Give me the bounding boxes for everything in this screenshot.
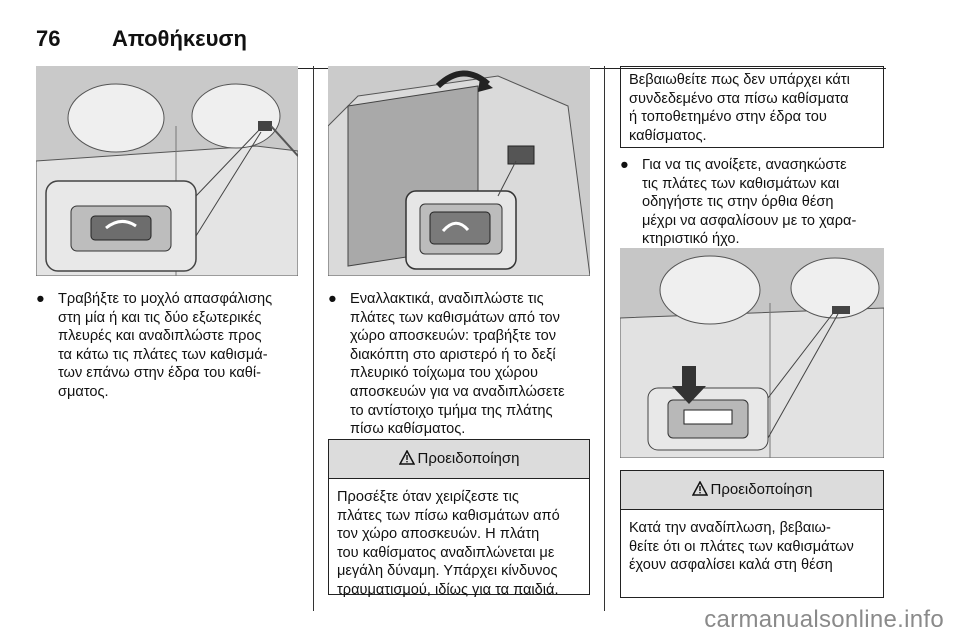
trunk-switch-illustration xyxy=(328,66,590,276)
warning-title: Προειδοποίηση xyxy=(710,481,813,498)
warning-header xyxy=(329,440,589,479)
warning-title: Προειδοποίηση xyxy=(417,450,520,467)
warning-triangle-icon xyxy=(692,481,708,500)
note-box xyxy=(620,66,884,148)
seat-raise-illustration xyxy=(620,248,884,458)
warning-text: Προσέξτε όταν χειρίζεστε τις πλάτες των πίσω καθισμάτων από τον χώρο αποσκευών. Η πλάτη του καθίσματος αναδιπλώνεται με μεγάλη δύναμη. Υπάρχει κίνδυνος τραυματισμού, ιδίως για τα παιδιά. xyxy=(337,489,560,598)
seat-release-lever-illustration xyxy=(36,66,298,276)
page-number: 76 xyxy=(36,26,61,51)
warning-text: Κατά την αναδίπλωση, βεβαιω- θείτε ότι οι πλάτες των καθισμάτων έχουν ασφαλίσει καλά στη θέση xyxy=(629,520,854,574)
warning-box-latch xyxy=(620,470,884,598)
note-text: Βεβαιωθείτε πως δεν υπάρχει κάτι συνδεδεμένο στα πίσω καθίσματα ή τοποθετημένο στην έδρα του καθίσματος. xyxy=(629,72,850,144)
warning-triangle-icon xyxy=(399,450,415,469)
bullet-dot-icon: ● xyxy=(328,291,337,307)
column-divider-1 xyxy=(313,66,314,611)
warning-box-trunk xyxy=(328,439,590,598)
bullet-dot-icon: ● xyxy=(36,291,45,307)
warning-header xyxy=(621,471,883,510)
page-header xyxy=(36,20,886,54)
watermark: carmanualsonline.info xyxy=(704,606,944,633)
column-divider-2 xyxy=(604,66,605,611)
section-title: Αποθήκευση xyxy=(112,26,247,51)
bullet-dot-icon: ● xyxy=(620,157,629,173)
